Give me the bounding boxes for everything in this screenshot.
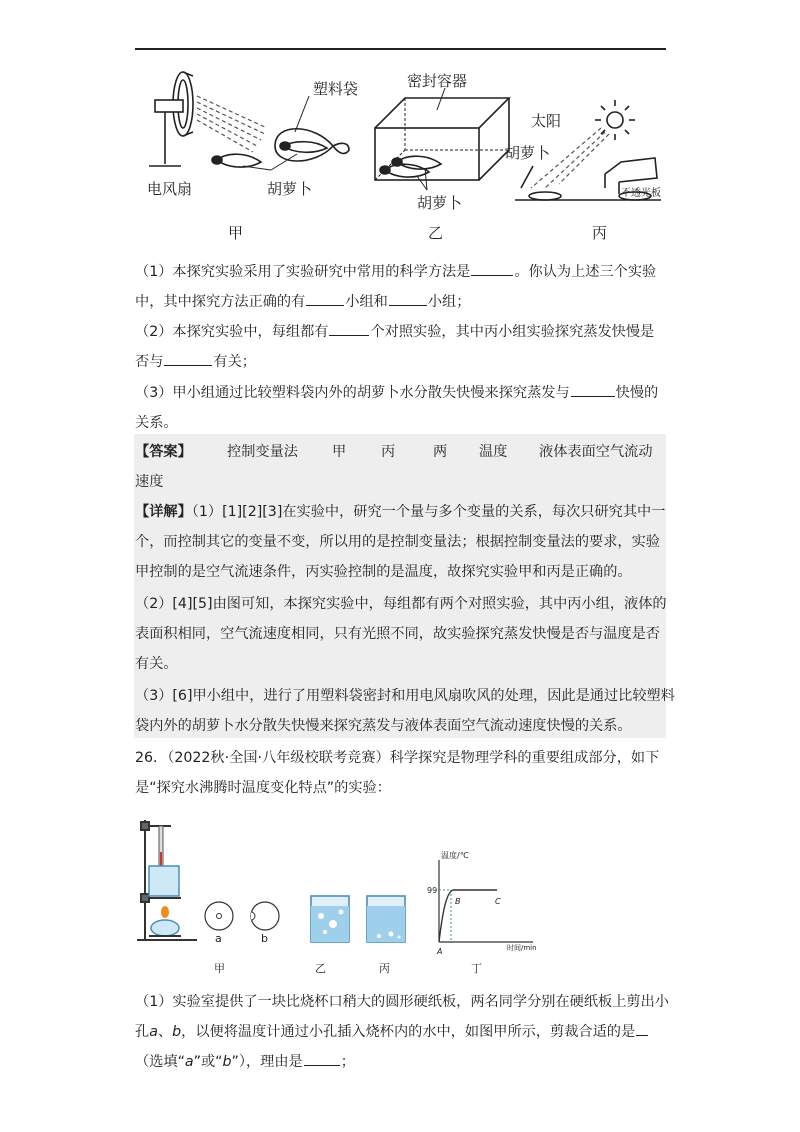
graph-y-label: 温度/℃ — [441, 851, 469, 860]
caption2-bing: 丙 — [379, 962, 390, 975]
evaporation-experiment-figure — [135, 62, 666, 212]
question-3-line-1: （3）甲小组通过比较塑料袋内外的胡萝卜水分散失快慢来探究蒸发与 快慢的 — [135, 385, 659, 401]
explanation-label: 【详解】 — [135, 504, 192, 520]
answer-label: 【答案】 — [135, 444, 192, 460]
graph-x-label: 时间/min — [507, 944, 537, 952]
carrot-outside-illustration — [212, 154, 261, 167]
beaker-bing-illustration — [367, 896, 405, 942]
blank-6 — [571, 395, 615, 397]
answer-continuation: 速度 — [135, 474, 164, 490]
blank-2 — [306, 304, 344, 306]
answer-item-5: 温度 — [479, 444, 508, 460]
caption2-jia: 甲 — [214, 962, 225, 975]
beaker-on-stand-illustration — [149, 866, 179, 896]
question-2-line-2: 否与 有关； — [135, 354, 256, 370]
answer-item-2: 甲 — [332, 444, 347, 460]
label-sealed-container: 密封容器 — [407, 72, 468, 90]
label-opaque-board: 不透光板 — [621, 188, 661, 199]
header-rule — [135, 48, 666, 50]
label-card-a: a — [215, 932, 222, 945]
blank-7 — [636, 1034, 648, 1036]
question-26-line-2: 是“探究水沸腾时温度变化特点”的实验： — [135, 780, 391, 796]
wind-lines — [197, 96, 267, 152]
blank-5 — [164, 364, 212, 366]
label-carrot-c: 胡萝卜 — [505, 144, 551, 162]
label-electric-fan: 电风扇 — [147, 180, 193, 198]
explanation-line-1: 【详解】（1）[1][2][3]在实验中，研究一个量与多个变量的关系，每次只研究其中一 — [135, 504, 666, 520]
answer-item-4: 两 — [433, 444, 448, 460]
caption-yi: 乙 — [428, 224, 444, 242]
label-carrot-b: 胡萝卜 — [417, 194, 463, 212]
explanation-line-4: （2）[4][5]由图可知，本探究实验中，每组都有两个对照实验，其中丙小组，液体的 — [135, 596, 667, 612]
boiling-experiment-figure — [135, 812, 555, 962]
explanation-line-7: （3）[6]甲小组中，进行了用塑料袋密封和用电风扇吹风的处理，因此是通过比较塑料 — [135, 688, 675, 704]
temperature-time-graph — [439, 860, 533, 942]
graph-point-b: B — [455, 897, 461, 906]
graph-point-a: A — [437, 947, 443, 956]
explanation-line-6: 有关。 — [135, 656, 178, 672]
label-carrot-a: 胡萝卜 — [267, 180, 313, 198]
caption-bing: 丙 — [592, 224, 608, 242]
answer-item-1: 控制变量法 — [227, 444, 298, 460]
label-plastic-bag: 塑料袋 — [313, 80, 359, 98]
question-26-1-line-3: （选填“a”或“b”），理由是 ； — [135, 1054, 355, 1070]
blank-4 — [329, 334, 369, 336]
electric-fan-illustration — [149, 72, 193, 166]
question-3-line-2: 关系。 — [135, 415, 178, 431]
alcohol-lamp-illustration — [149, 906, 181, 936]
explanation-line-3: 甲控制的是空气流速条件，丙实验控制的是温度，故探究实验甲和丙是正确的。 — [135, 564, 632, 580]
blank-8 — [304, 1064, 340, 1066]
label-card-b: b — [261, 932, 268, 945]
answer-item-6: 液体表面空气流动 — [539, 444, 653, 460]
question-2-line-1: （2）本探究实验中，每组都有 个对照实验，其中丙小组实验探究蒸发快慢是 — [135, 324, 655, 340]
graph-point-c: C — [495, 897, 501, 906]
answer-item-3: 丙 — [381, 444, 396, 460]
explanation-line-5: 表面积相同，空气流速度相同，只有光照不同，故实验探究蒸发快慢是否与温度是否 — [135, 626, 660, 642]
caption2-yi: 乙 — [315, 962, 326, 975]
graph-y-tick: 99 — [427, 886, 438, 895]
plastic-bag-illustration — [275, 129, 349, 161]
beaker-yi-illustration — [311, 896, 349, 942]
question-1-line-1: （1）本探究实验采用了实验研究中常用的科学方法是 。你认为上述三个实验 — [135, 264, 657, 280]
label-sun: 太阳 — [531, 112, 562, 130]
question-1-line-2: 中，其中探究方法正确的有 小组和 小组； — [135, 294, 471, 310]
blank-3 — [389, 304, 427, 306]
explanation-line-2: 个，而控制其它的变量不变，所以用的是控制变量法；根据控制变量法的要求，实验 — [135, 534, 660, 550]
question-26-1-line-1: （1）实验室提供了一块比烧杯口稍大的圆形硬纸板，两名同学分别在硬纸板上剪出小 — [135, 994, 669, 1010]
explanation-line-8: 袋内外的胡萝卜水分散失快慢来探究蒸发与液体表面空气流动速度快慢的关系。 — [135, 718, 632, 734]
question-26-1-line-2: 孔a、b，以便将温度计通过小孔插入烧杯内的水中，如图甲所示，剪裁合适的是 — [135, 1022, 649, 1042]
caption2-ding: 丁 — [471, 962, 482, 975]
answer-row — [135, 442, 666, 462]
sun-icon — [595, 100, 635, 140]
caption-jia: 甲 — [228, 224, 244, 242]
question-26-line-1: 26．（2022秋·全国·八年级校联考竞赛）科学探究是物理学科的重要组成部分，如下 — [135, 750, 660, 766]
sealed-container-illustration — [375, 98, 509, 180]
blank-1 — [471, 274, 513, 276]
